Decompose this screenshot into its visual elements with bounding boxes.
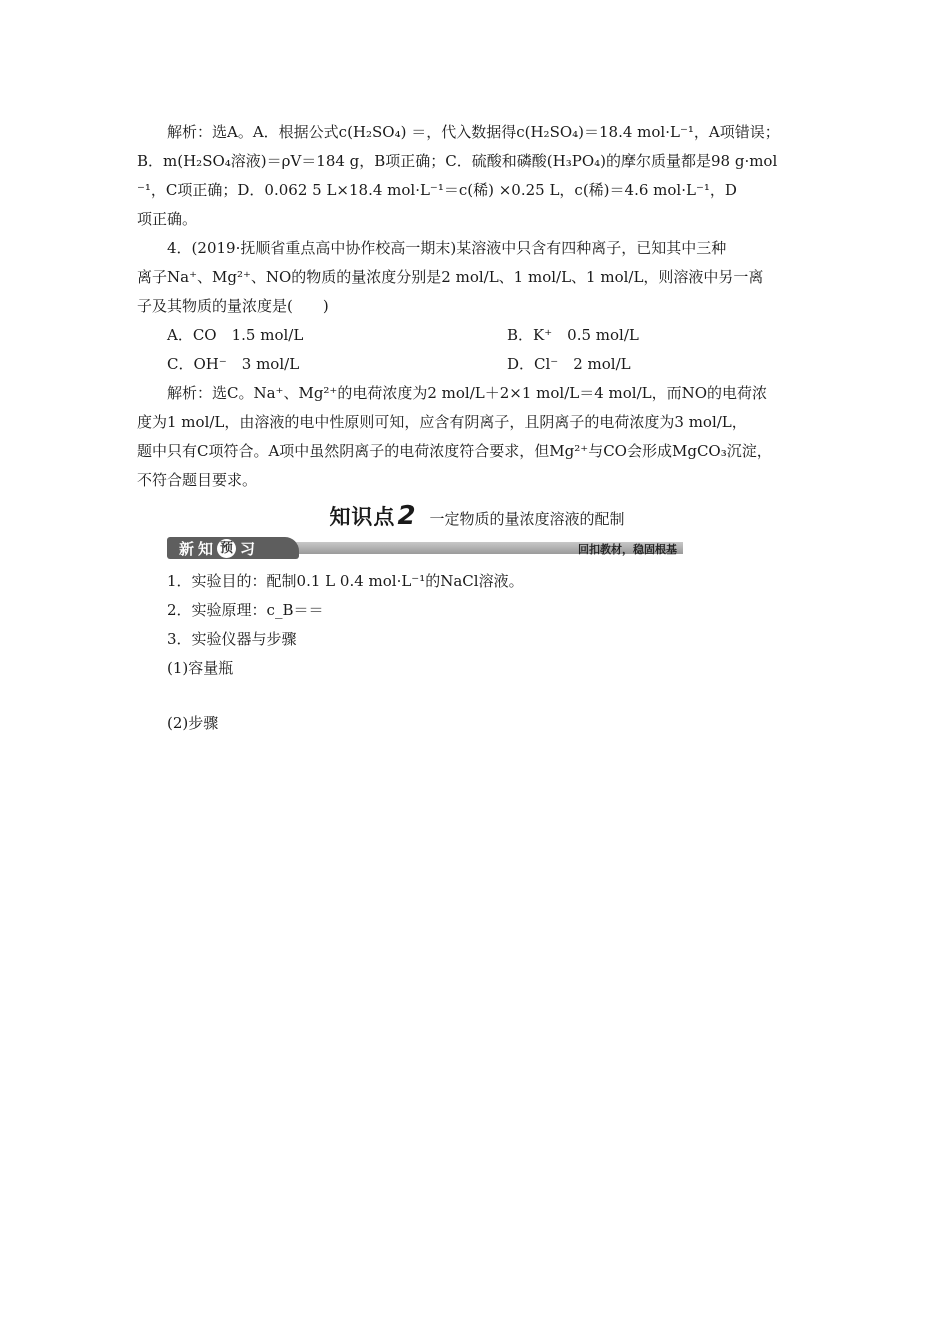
section-title: 一定物质的量浓度溶液的配制 — [429, 510, 625, 528]
sub-item-2: (2)步骤 — [167, 714, 219, 732]
analysis-2-line-3: 题中只有C项符合。A项中虽然阴离子的电荷浓度符合要求，但Mg²⁺与CO会形成MgCO₃沉淀， — [137, 442, 772, 460]
spacer — [137, 683, 817, 709]
option-b: B．K⁺ 0.5 mol/L — [507, 326, 639, 344]
knowledge-point-badge — [329, 501, 415, 531]
analysis-1-line-1: 解析：选A。A．根据公式c(H₂SO₄) ＝，代入数据得c(H₂SO₄)＝18.4 mol·L⁻¹，A项错误； — [167, 123, 780, 141]
banner-label-2: 习 — [240, 539, 260, 558]
analysis-2-line-1: 解析：选C。Na⁺、Mg²⁺的电荷浓度为2 mol/L＋2×1 mol/L＝4 mol/L，而NO的电荷浓 — [167, 384, 768, 402]
analysis-2 — [137, 379, 817, 495]
analysis-1-line-4: 项正确。 — [137, 210, 198, 228]
option-a: A．CO 1.5 mol/L — [167, 326, 304, 344]
banner-tab — [167, 537, 299, 559]
preview-banner — [167, 537, 683, 559]
analysis-1-line-3: ⁻¹，C项正确；D．0.062 5 L×18.4 mol·L⁻¹＝c(稀) ×0.25 L，c(稀)＝4.6 mol·L⁻¹，D — [137, 181, 737, 199]
analysis-2-line-4: 不符合题目要求。 — [137, 471, 258, 489]
options-row-1 — [137, 321, 817, 350]
item-3: 3．实验仪器与步骤 — [167, 630, 297, 648]
banner-label-1: 新知 — [179, 539, 218, 558]
experiment-content — [137, 567, 817, 738]
question-4-line-2: 离子Na⁺、Mg²⁺、NO的物质的量浓度分别是2 mol/L、1 mol/L、1 mol/L，则溶液中另一离 — [137, 268, 764, 286]
knowledge-point-label: 知识点 — [329, 505, 396, 529]
banner-circle-char: 预 — [217, 539, 236, 558]
analysis-1-line-2: B．m(H₂SO₄溶液)＝ρV＝184 g，B项正确；C．硫酸和磷酸(H₃PO₄)的摩尔质量都是98 g·mol — [137, 152, 778, 170]
section-heading — [137, 503, 817, 531]
question-4-line-1: 4．(2019·抚顺省重点高中协作校高一期末)某溶液中只含有四种离子，已知其中三种 — [167, 239, 727, 257]
analysis-1 — [137, 118, 817, 234]
sub-item-1: (1)容量瓶 — [167, 659, 234, 677]
item-2: 2．实验原理：c_B＝＝ — [167, 601, 324, 619]
option-d: D．Cl⁻ 2 mol/L — [507, 355, 631, 373]
question-4 — [137, 234, 817, 379]
analysis-2-line-2: 度为1 mol/L，由溶液的电中性原则可知，应含有阴离子，且阴离子的电荷浓度为3 mol/L， — [137, 413, 747, 431]
knowledge-point-number: 2 — [397, 501, 416, 531]
option-c: C．OH⁻ 3 mol/L — [167, 355, 300, 373]
options-row-2 — [137, 350, 817, 379]
item-1: 1．实验目的：配制0.1 L 0.4 mol·L⁻¹的NaCl溶液。 — [167, 572, 524, 590]
document-page — [137, 118, 817, 738]
question-4-line-3: 子及其物质的量浓度是( ) — [137, 297, 329, 315]
banner-tagline: 回扣教材，稳固根基 — [578, 543, 677, 556]
